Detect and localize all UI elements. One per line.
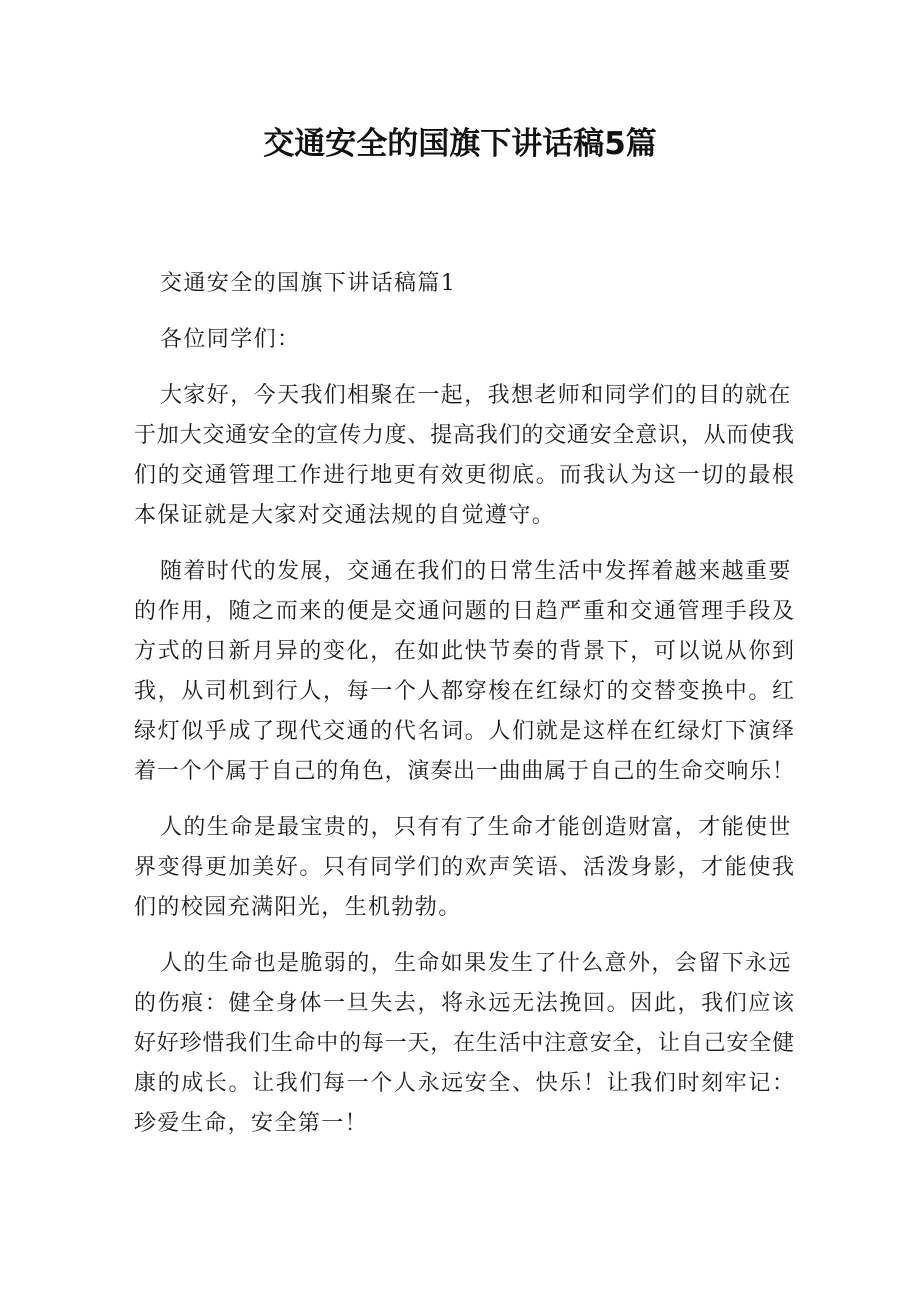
paragraph-line: 绿灯似乎成了现代交通的代名词。人们就是这样在红绿灯下演绎: [134, 719, 794, 744]
paragraph-2: [134, 552, 794, 792]
paragraph-line: 界变得更加美好。只有同学们的欢声笑语、活泼身影，才能使我: [134, 855, 794, 880]
paragraph-line: 珍爱生命，安全第一！: [134, 1111, 369, 1136]
paragraph-line: 本保证就是大家对交通法规的自觉遵守。: [134, 503, 556, 528]
paragraph-line: 康的成长。让我们每一个人永远安全、快乐！让我们时刻牢记：: [134, 1071, 794, 1096]
paragraph-1: [134, 376, 794, 536]
paragraph-line: 人的生命是最宝贵的，只有有了生命才能创造财富，才能使世: [160, 815, 792, 840]
paragraph-line: 随着时代的发展，交通在我们的日常生活中发挥着越来越重要: [160, 559, 792, 584]
paragraph-4: [134, 944, 794, 1144]
section-heading: 交通安全的国旗下讲话稿篇1: [160, 271, 457, 296]
paragraph-line: 们的交通管理工作进行地更有效更彻底。而我认为这一切的最根: [134, 463, 794, 488]
paragraph-line: 的伤痕：健全身体一旦失去，将永远无法挽回。因此，我们应该: [134, 991, 794, 1016]
paragraph-line: 方式的日新月异的变化，在如此快节奏的背景下，可以说从你到: [134, 639, 794, 664]
document-title: 交通安全的国旗下讲话稿5篇: [263, 126, 657, 162]
paragraph-line: 人的生命也是脆弱的，生命如果发生了什么意外，会留下永远: [160, 951, 792, 976]
paragraph-3: [134, 808, 794, 928]
paragraph-line: 好好珍惜我们生命中的每一天，在生活中注意安全，让自己安全健: [134, 1031, 794, 1056]
greeting-line: 各位同学们：: [160, 327, 301, 352]
paragraph-line: 我，从司机到行人，每一个人都穿梭在红绿灯的交替变换中。红: [134, 679, 794, 704]
paragraph-line: 着一个个属于自己的角色，演奏出一曲曲属于自己的生命交响乐！: [134, 759, 794, 784]
paragraph-line: 于加大交通安全的宣传力度、提高我们的交通安全意识，从而使我: [134, 423, 794, 448]
paragraph-line: 的作用，随之而来的便是交通问题的日趋严重和交通管理手段及: [134, 599, 794, 624]
paragraph-line: 大家好，今天我们相聚在一起，我想老师和同学们的目的就在: [160, 383, 792, 408]
paragraph-line: 们的校园充满阳光，生机勃勃。: [134, 895, 462, 920]
document-body: [134, 264, 794, 1144]
